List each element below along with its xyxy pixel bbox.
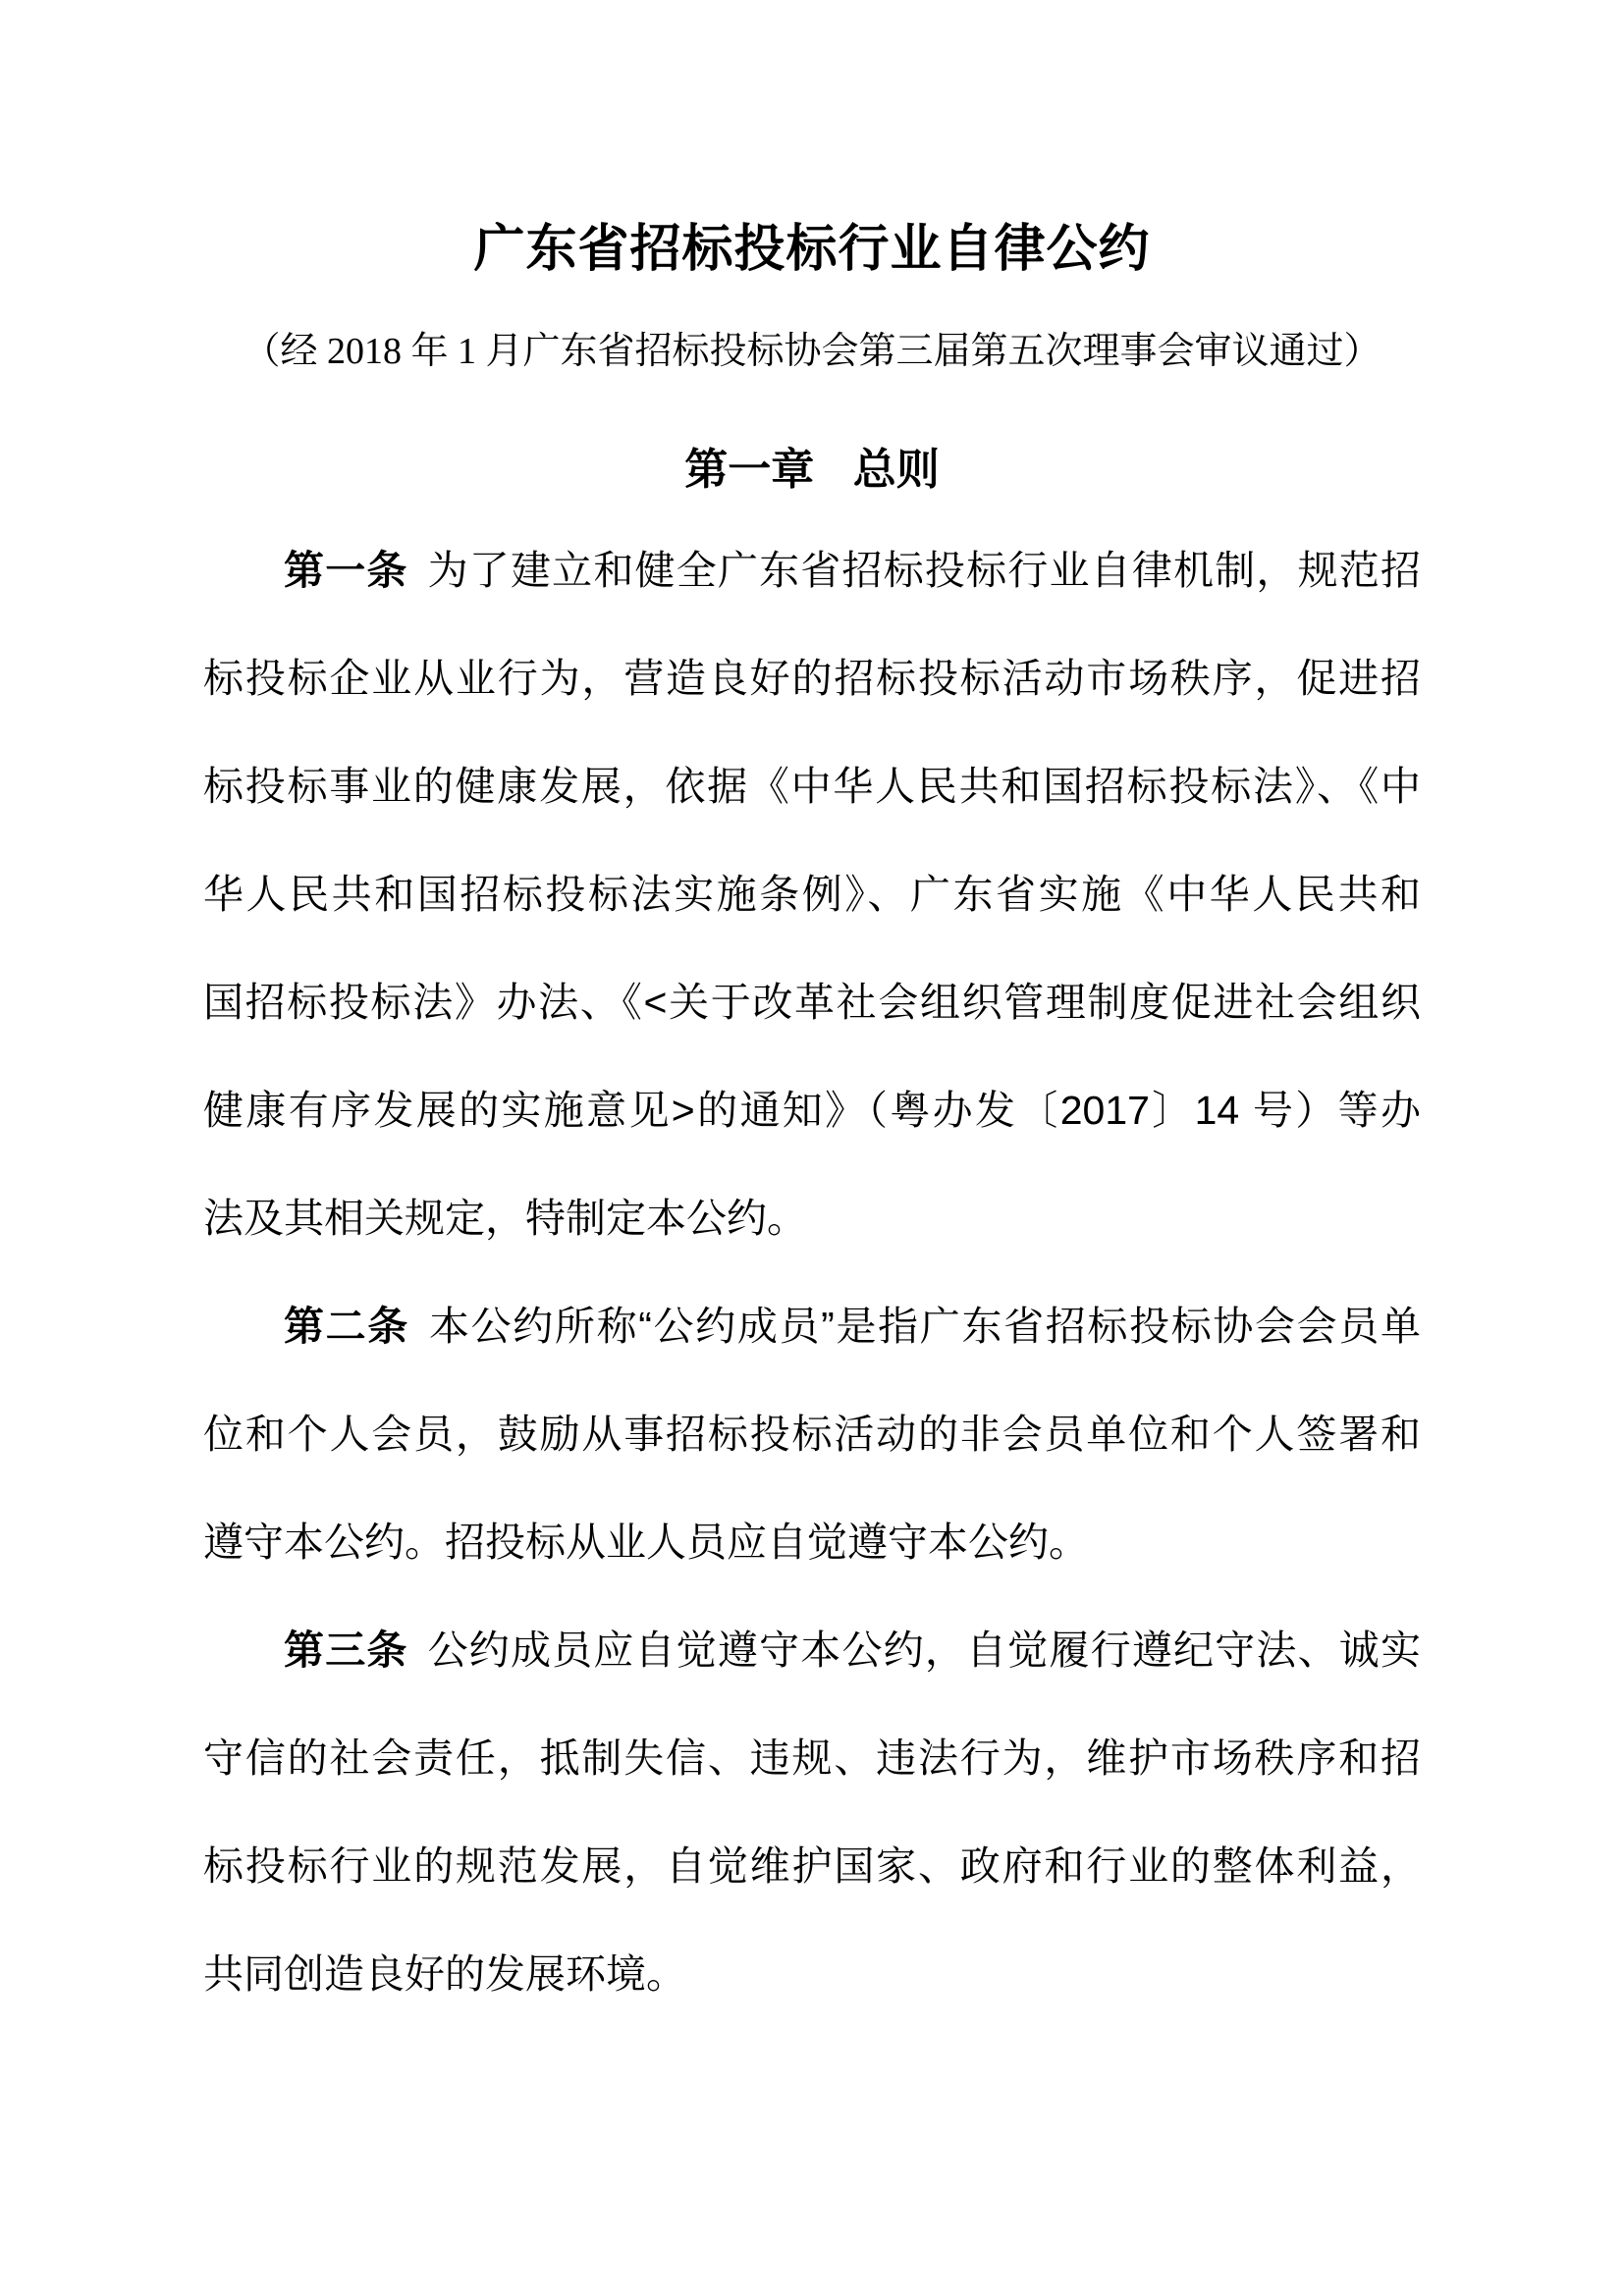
article-3-label: 第三条 [284,1628,408,1673]
line-text: 公约成员应自觉遵守本公约，自觉履行遵纪守法、诚实 [427,1628,1421,1673]
article-1-label: 第一条 [284,548,408,593]
article-2-paragraph [203,1272,1421,1596]
text-line [203,1272,1421,1380]
article-2-label: 第二条 [284,1304,409,1349]
line-text: 为了建立和健全广东省招标投标行业自律机制，规范招 [427,548,1421,593]
text-line: 标投标企业从业行为，营造良好的招标投标活动市场秩序，促进招 [203,656,1421,701]
article-3-paragraph [203,1596,1421,2028]
document-title: 广东省招标投标行业自律公约 [473,221,1151,278]
text-line: 共同创造良好的发展环境。 [203,1951,686,1997]
text-line: 健康有序发展的实施意见>的通知》（粤办发〔2017〕14 号）等办 [203,1088,1421,1133]
chapter-heading [203,446,1421,495]
chapter-number: 第一章 [684,446,815,494]
document-body [203,516,1421,2028]
text-line: 华人民共和国招标投标法实施条例》、广东省实施《中华人民共和 [203,872,1421,917]
text-line: 标投标事业的健康发展，依据《中华人民共和国招标投标法》、《中 [203,764,1421,809]
article-1-paragraph [203,516,1421,1272]
text-line: 标投标行业的规范发展，自觉维护国家、政府和行业的整体利益， [203,1843,1421,1889]
text-line [203,516,1421,624]
text-line: 国招标投标法》办法、《<关于改革社会组织管理制度促进社会组织 [203,980,1421,1025]
document-subtitle: （经 2018 年 1 月广东省招标投标协会第三届第五次理事会审议通过） [243,331,1381,372]
chapter-name: 总则 [852,446,940,494]
text-line: 位和个人会员，鼓励从事招标投标活动的非会员单位和个人签署和 [203,1412,1421,1457]
text-line: 守信的社会责任，抵制失信、违规、违法行为，维护市场秩序和招 [203,1735,1421,1781]
text-line: 遵守本公约。招投标从业人员应自觉遵守本公约。 [203,1520,1089,1565]
line-text: 本公约所称“公约成员”是指广东省招标投标协会会员单 [428,1304,1421,1349]
text-line [203,1596,1421,1704]
text-line: 法及其相关规定，特制定本公约。 [203,1196,807,1241]
